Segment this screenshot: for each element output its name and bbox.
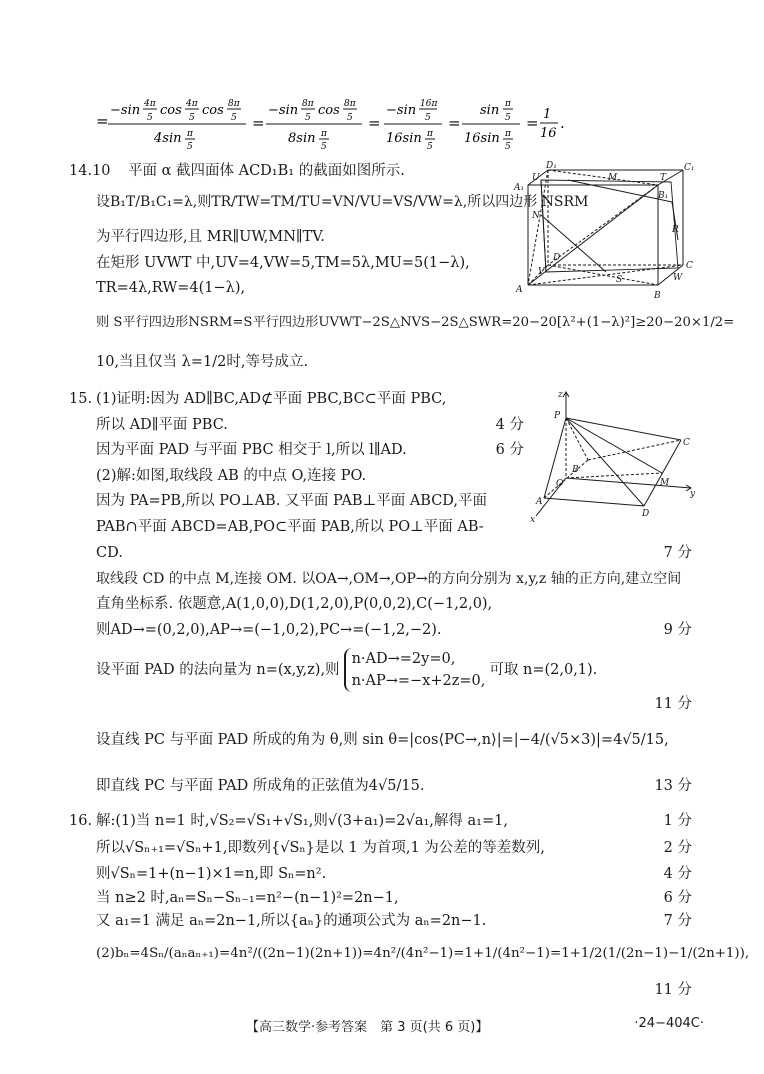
svg-text:π: π <box>187 129 193 139</box>
q14-line7: 10,当且仅当 λ=1/2时,等号成立. <box>96 354 309 370</box>
q15-points13: 13 分 <box>654 778 692 794</box>
q14-line6: 则 S平行四边形NSRM=S平行四边形UVWT−2S△NVS−2S△SWR=20−20[λ²+(1−λ)²]≥20−20×1/2= <box>96 315 735 330</box>
q16-number: 16. <box>69 813 93 829</box>
svg-text:cos: cos <box>160 103 182 118</box>
q16-line4: 当 n≥2 时,aₙ=Sₙ−Sₙ₋₁=n²−(n−1)²=2n−1, <box>96 890 399 906</box>
svg-text:5: 5 <box>505 113 511 123</box>
figure-pyramid <box>526 388 706 528</box>
svg-text:π: π <box>321 129 327 139</box>
footer-right: ·24−404C· <box>634 1016 704 1031</box>
label-D: D <box>642 509 650 519</box>
q15-line11a: 设平面 PAD 的法向量为 n=(x,y,z),则 <box>96 662 340 678</box>
q15-line4: (2)解:如图,取线段 AB 的中点 O,连接 PO. <box>96 468 367 484</box>
label-y: y <box>690 489 696 499</box>
svg-text:=: = <box>252 114 265 132</box>
svg-text:16sin: 16sin <box>464 131 500 146</box>
label-M: M <box>660 478 670 488</box>
svg-text:5: 5 <box>231 113 237 123</box>
q15-line10: 则AD→=(0,2,0),AP→=(−1,0,2),PC→=(−1,2,−2). <box>96 622 442 638</box>
q15-line3: 因为平面 PAD 与平面 PBC 相交于 l,所以 l∥AD. <box>96 442 407 458</box>
footer-center: 【高三数学·参考答案 第 3 页(共 6 页)】 <box>246 1020 489 1035</box>
q16-points3: 4 分 <box>663 866 692 882</box>
label-T: T <box>660 173 667 183</box>
svg-text:5: 5 <box>321 142 327 152</box>
svg-text:8π: 8π <box>228 99 240 109</box>
q14-number: 14.10 <box>69 163 111 179</box>
label-V: V <box>538 267 545 277</box>
q15-points10: 9 分 <box>663 622 692 638</box>
svg-text:8sin: 8sin <box>288 131 316 146</box>
svg-text:16π: 16π <box>420 99 438 109</box>
figure-cuboid <box>508 160 698 300</box>
q14-line5: TR=4λ,RW=4(1−λ), <box>96 280 246 296</box>
label-M: M <box>608 173 618 183</box>
q15-points7: 7 分 <box>663 545 692 561</box>
svg-text:5: 5 <box>147 113 153 123</box>
label-B: B <box>654 291 661 300</box>
svg-text:−sin: −sin <box>110 103 141 118</box>
svg-text:−sin: −sin <box>268 103 299 118</box>
svg-text:π: π <box>427 129 433 139</box>
svg-text:cos: cos <box>318 103 340 118</box>
label-P: P <box>554 411 561 421</box>
label-U: U <box>532 173 540 183</box>
q15-line11b: 可取 n=(2,0,1). <box>489 662 598 678</box>
q15-line2: 所以 AD∥平面 PBC. <box>96 417 228 433</box>
q15-line7: CD. <box>96 545 123 561</box>
q15-points11: 11 分 <box>654 696 692 712</box>
q16-line3: 则√Sₙ=1+(n−1)×1=n,即 Sₙ=n². <box>96 866 327 882</box>
svg-text:=: = <box>448 114 461 132</box>
top-equation-render <box>96 92 696 152</box>
svg-text:cos: cos <box>202 103 224 118</box>
q16-points2: 2 分 <box>663 840 692 856</box>
label-A: A <box>516 285 523 295</box>
label-z: z <box>558 390 563 400</box>
label-D1: D₁ <box>546 161 557 171</box>
label-B: B <box>572 465 579 475</box>
q16-points5: 7 分 <box>663 913 692 929</box>
q15-line8: 取线段 CD 的中点 M,连接 OM. 以OA→,OM→,OP→的方向分别为 x,y,z 轴的正方向,建立空间 <box>96 571 682 587</box>
q16-points4: 6 分 <box>663 890 692 906</box>
q15-line9: 直角坐标系. 依题意,A(1,0,0),D(1,2,0),P(0,0,2),C(−1,2,0), <box>96 596 493 612</box>
svg-text:1: 1 <box>543 107 552 122</box>
label-A: A <box>536 497 543 507</box>
svg-text:5: 5 <box>347 113 353 123</box>
svg-text:5: 5 <box>305 113 311 123</box>
svg-text:16sin: 16sin <box>386 131 422 146</box>
svg-text:=: = <box>96 112 109 130</box>
label-D: D <box>553 253 561 263</box>
svg-text:π: π <box>505 99 511 109</box>
svg-text:=: = <box>368 114 381 132</box>
q16-line1: 解:(1)当 n=1 时,√S₂=√S₁+√S₁,则√(3+a₁)=2√a₁,解得 a₁=1, <box>96 813 508 829</box>
q15-line13: 即直线 PC 与平面 PAD 所成角的正弦值为4√5/15. <box>96 778 425 794</box>
label-R: R <box>672 225 679 235</box>
q16-line6: (2)bₙ=4Sₙ/(aₙaₙ₊₁)=4n²/((2n−1)(2n+1))=4n²/(4n²−1)=1+1/(4n²−1)=1+1/2(1/(2n−1)−1/(2n+1)), <box>96 946 750 961</box>
label-O: O <box>556 479 564 489</box>
svg-text:=: = <box>526 114 539 132</box>
q14-line4: 在矩形 UVWT 中,UV=4,VW=5,TM=5λ,MU=5(1−λ), <box>96 255 470 271</box>
q16-points1: 1 分 <box>663 813 692 829</box>
equation-2: n·AP→=−x+2z=0, <box>351 673 486 689</box>
svg-text:sin: sin <box>480 103 500 118</box>
q15-points2: 4 分 <box>495 417 524 433</box>
svg-text:−sin: −sin <box>386 103 417 118</box>
label-C: C <box>686 261 693 271</box>
top-equation <box>96 92 696 152</box>
q15-points3: 6 分 <box>495 442 524 458</box>
q15-line5: 因为 PA=PB,所以 PO⊥AB. 又平面 PAB⊥平面 ABCD,平面 <box>96 493 488 509</box>
q14-line2: 设B₁T/B₁C₁=λ,则TR/TW=TM/TU=VN/VU=VS/VW=λ,所以四边形 NSRM <box>96 194 589 210</box>
svg-text:8π: 8π <box>302 99 314 109</box>
svg-text:5: 5 <box>189 113 195 123</box>
svg-text:.: . <box>560 114 565 132</box>
label-C1: C₁ <box>684 163 695 173</box>
equation-1: n·AD→=2y=0, <box>351 651 456 667</box>
label-W: W <box>673 273 683 283</box>
label-S: S <box>616 275 623 285</box>
label-x: x <box>530 515 536 525</box>
svg-text:π: π <box>505 129 511 139</box>
q14-line3: 为平行四边形,且 MR∥UW,MN∥TV. <box>96 229 325 245</box>
equation-system <box>344 648 486 692</box>
q15-line6: PAB∩平面 ABCD=AB,PO⊂平面 PAB,所以 PO⊥平面 AB- <box>96 519 484 535</box>
svg-text:8π: 8π <box>344 99 356 109</box>
svg-text:4π: 4π <box>144 99 156 109</box>
q14-line1: 平面 α 截四面体 ACD₁B₁ 的截面如图所示. <box>128 163 405 179</box>
q15-line12: 设直线 PC 与平面 PAD 所成的角为 θ,则 sin θ=|cos⟨PC→,n⟩|=|−4/(√5×3)|=4√5/15, <box>96 732 669 748</box>
svg-text:5: 5 <box>505 142 511 152</box>
label-B1: B₁ <box>658 191 669 201</box>
svg-text:4sin: 4sin <box>154 131 182 146</box>
q16-points6: 11 分 <box>654 982 692 998</box>
q15-number: 15. <box>69 391 93 407</box>
svg-text:5: 5 <box>425 113 431 123</box>
svg-text:16: 16 <box>540 126 557 141</box>
svg-text:5: 5 <box>427 142 433 152</box>
svg-text:5: 5 <box>187 142 193 152</box>
label-A1: A₁ <box>514 183 525 193</box>
label-N: N <box>532 211 540 221</box>
svg-text:4π: 4π <box>186 99 198 109</box>
q16-line5: 又 a₁=1 满足 aₙ=2n−1,所以{aₙ}的通项公式为 aₙ=2n−1. <box>96 913 487 929</box>
label-C: C <box>683 438 690 448</box>
q15-line11 <box>96 645 597 695</box>
q15-line1: (1)证明:因为 AD∥BC,AD⊄平面 PBC,BC⊂平面 PBC, <box>96 391 447 407</box>
q16-line2: 所以√Sₙ₊₁=√Sₙ+1,即数列{√Sₙ}是以 1 为首项,1 为公差的等差数列, <box>96 840 545 856</box>
